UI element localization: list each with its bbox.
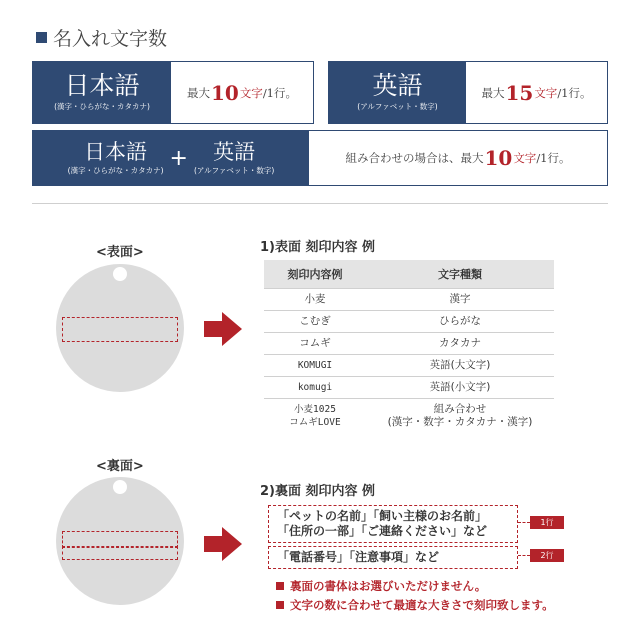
combined-rule-box — [32, 130, 608, 186]
section-title — [36, 24, 167, 51]
combined-left-sub: (漢字・ひらがな・カタカナ) — [67, 165, 164, 175]
line-count-badge: 2行 — [530, 549, 564, 562]
japanese-title: 日本語 — [64, 71, 140, 100]
note-text: 文字の数に合わせて最適な大きさで刻印致します。 — [290, 598, 554, 612]
back-line-2 — [268, 546, 518, 569]
line-count-badge: 1行 — [530, 516, 564, 529]
table-cell: komugi — [264, 377, 366, 399]
english-rule-box — [328, 61, 608, 124]
back-line-text: 「ペットの名前」「飼い主様のお名前」 — [277, 509, 488, 523]
limit-unit: 文字 — [239, 85, 263, 100]
front-example-table — [264, 260, 554, 433]
limit-number: 10 — [484, 146, 513, 170]
combined-limit — [309, 131, 607, 185]
divider — [32, 203, 608, 204]
back-tag-hole — [113, 480, 127, 494]
japanese-limit — [171, 62, 313, 123]
combined-left-title: 日本語 — [84, 139, 148, 164]
limit-prefix: 最大 — [186, 85, 210, 100]
table-cell: ひらがな — [366, 311, 554, 333]
back-line-text: 「電話番号」「注意事項」など — [277, 550, 440, 564]
table-cell — [264, 399, 366, 434]
back-engrave-area-2 — [62, 546, 178, 560]
combined-right-title: 英語 — [213, 139, 256, 164]
japanese-sub: (漢字・ひらがな・カタカナ) — [54, 102, 150, 111]
japanese-label — [33, 62, 171, 123]
back-label: <裏面> — [96, 459, 144, 474]
table-cell: 英語(小文字) — [366, 377, 554, 399]
table-cell: KOMUGI — [264, 355, 366, 377]
limit-suffix: /1行。 — [262, 85, 298, 100]
table-row — [264, 333, 554, 355]
table-cell: 小麦 — [264, 289, 366, 311]
note-text: 裏面の書体はお選びいただけません。 — [290, 579, 487, 593]
table-cell: こむぎ — [264, 311, 366, 333]
limit-unit: 文字 — [513, 151, 537, 165]
table-cell: カタカナ — [366, 333, 554, 355]
table-cell: 英語(大文字) — [366, 355, 554, 377]
table-row — [264, 311, 554, 333]
square-bullet-icon — [276, 601, 284, 609]
front-table-title: 1)表面 刻印内容 例 — [260, 240, 376, 255]
front-label: <表面> — [96, 245, 144, 260]
limit-number: 10 — [210, 80, 239, 105]
table-header: 文字種類 — [366, 260, 554, 289]
english-sub: (アルファベット・数字) — [357, 102, 438, 111]
english-title: 英語 — [372, 71, 423, 100]
back-title: 2)裏面 刻印内容 例 — [260, 484, 376, 499]
square-bullet-icon — [36, 32, 47, 43]
limit-suffix: /1行。 — [557, 85, 592, 100]
cell-line: コムギLOVE — [289, 417, 341, 428]
table-row — [264, 289, 554, 311]
square-bullet-icon — [276, 582, 284, 590]
table-cell: コムギ — [264, 333, 366, 355]
table-cell — [366, 399, 554, 434]
cell-line: 小麦1025 — [294, 404, 336, 415]
japanese-rule-box — [32, 61, 314, 124]
front-tag-hole — [113, 267, 127, 281]
table-row — [264, 399, 554, 434]
limit-suffix: /1行。 — [536, 151, 571, 165]
cell-line: (漢字・数字・カタカナ・漢字) — [387, 416, 533, 428]
combined-label — [33, 131, 309, 185]
english-limit — [466, 62, 607, 123]
back-line-1 — [268, 505, 518, 543]
table-row — [264, 355, 554, 377]
table-cell: 漢字 — [366, 289, 554, 311]
arrow-right-icon — [204, 312, 242, 346]
back-note-1 — [276, 578, 486, 594]
back-note-2 — [276, 597, 554, 613]
badge-connector — [518, 555, 530, 556]
english-label — [329, 62, 466, 123]
table-header: 刻印内容例 — [264, 260, 366, 289]
limit-prefix: 組み合わせの場合は、最大 — [345, 151, 484, 165]
limit-unit: 文字 — [534, 85, 558, 100]
badge-connector — [518, 522, 530, 523]
combined-right-sub: (アルファベット・数字) — [193, 165, 275, 175]
arrow-right-icon — [204, 527, 242, 561]
cell-line: 組み合わせ — [433, 403, 487, 415]
table-row — [264, 377, 554, 399]
back-line-text: 「住所の一部」「ご連絡ください」など — [277, 524, 488, 538]
section-title-text: 名入れ文字数 — [53, 28, 168, 50]
limit-prefix: 最大 — [481, 85, 505, 100]
front-engrave-area — [62, 317, 178, 342]
plus-icon: + — [169, 145, 188, 171]
limit-number: 15 — [505, 80, 534, 105]
